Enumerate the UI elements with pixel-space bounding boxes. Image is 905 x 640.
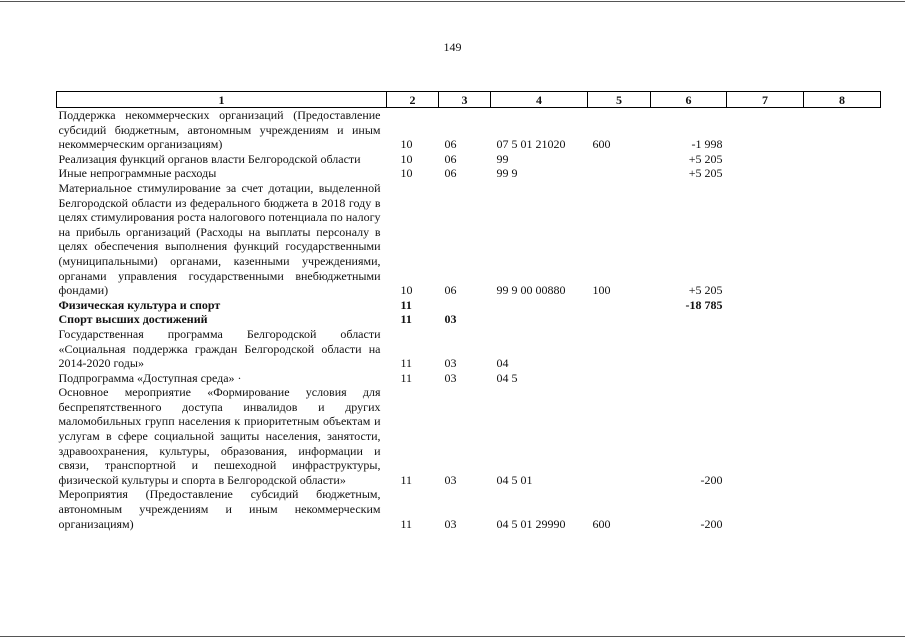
expense-type-code: 600 bbox=[592, 137, 611, 152]
target-article-code: 04 5 01 29990 bbox=[496, 516, 566, 531]
column-header-7: 7 bbox=[727, 92, 804, 108]
column-header-8: 8 bbox=[804, 92, 881, 108]
section-code: 11 bbox=[400, 297, 412, 312]
col-7-value bbox=[727, 166, 804, 181]
row-name: Поддержка некоммерческих организаций (Предоставление субсидий бюджетным, автономным учреждениям и иным некоммерческим организациям) bbox=[58, 108, 381, 152]
row-name: Спорт высших достижений bbox=[58, 312, 208, 327]
row-name: Материальное стимулирование за счет дотации, выделенной Белгородской области из федерального бюджета в 2018 году в целях стимулирования роста налогового потенциала по налогу на прибыль организаций (Расходы на выплаты персоналу в целях обеспечения выполнения функций государственными (муниципальными) органами, казенными учреждениями, органами управления государственными внебюджетными фондами) bbox=[58, 180, 381, 298]
target-article-code bbox=[491, 298, 588, 313]
expense-type-code bbox=[588, 166, 651, 181]
target-article-code bbox=[491, 312, 588, 327]
table-row bbox=[57, 385, 881, 487]
expense-type-code bbox=[588, 312, 651, 327]
section-code: 11 bbox=[400, 312, 412, 327]
row-name: Иные непрограммные расходы bbox=[58, 166, 217, 181]
col-7-value bbox=[727, 152, 804, 167]
col-8-value bbox=[804, 152, 881, 167]
subsection-code: 03 bbox=[444, 370, 457, 385]
column-header-6: 6 bbox=[651, 92, 727, 108]
expense-type-code: 100 bbox=[592, 283, 611, 298]
amount-change bbox=[651, 312, 727, 327]
subsection-code: 06 bbox=[444, 151, 457, 166]
table-row bbox=[57, 371, 881, 386]
expense-type-code bbox=[588, 152, 651, 167]
col-8-value bbox=[804, 166, 881, 181]
col-8-value bbox=[804, 327, 881, 371]
table-row bbox=[57, 166, 881, 181]
top-page-edge bbox=[0, 1, 905, 2]
section-code: 11 bbox=[400, 356, 413, 371]
amount-change bbox=[651, 327, 727, 371]
table-header bbox=[57, 92, 881, 108]
subsection-code: 06 bbox=[444, 166, 457, 181]
col-8-value bbox=[804, 371, 881, 386]
amount-change: -200 bbox=[700, 516, 723, 531]
subsection-code: 06 bbox=[444, 137, 457, 152]
col-8-value bbox=[804, 108, 881, 152]
col-7-value bbox=[727, 298, 804, 313]
column-header-4: 4 bbox=[491, 92, 588, 108]
target-article-code: 04 5 01 bbox=[496, 472, 533, 487]
amount-change: -1 998 bbox=[691, 137, 723, 152]
subsection-code: 03 bbox=[444, 312, 457, 327]
expense-type-code bbox=[588, 371, 651, 386]
target-article-code: 04 5 bbox=[496, 370, 518, 385]
amount-change: +5 205 bbox=[688, 166, 723, 181]
target-article-code: 07 5 01 21020 bbox=[496, 137, 566, 152]
amount-change: +5 205 bbox=[688, 283, 723, 298]
col-7-value bbox=[727, 327, 804, 371]
subsection-code: 03 bbox=[444, 516, 457, 531]
subsection-code: 06 bbox=[444, 283, 457, 298]
section-code: 10 bbox=[400, 166, 413, 181]
expense-type-code bbox=[588, 385, 651, 487]
table-row bbox=[57, 152, 881, 167]
row-name: Основное мероприятие «Формирование условия для беспрепятственного доступа инвалидов и других маломобильных групп населения к приоритетным объектам и услугам в сфере социальной защиты населения, занятости, здравоохранения, культуры, образования, информации и связи, транспортной и пешеходной инфраструктуры, физической культуры и спорта в Белгородской области» bbox=[58, 385, 381, 487]
target-article-code: 99 bbox=[496, 151, 509, 166]
table-row bbox=[57, 327, 881, 371]
section-code: 10 bbox=[400, 137, 413, 152]
column-header-2: 2 bbox=[387, 92, 439, 108]
table-row bbox=[57, 181, 881, 298]
col-7-value bbox=[727, 385, 804, 487]
row-name: Мероприятия (Предоставление субсидий бюджетным, автономным учреждениям и иным некоммерческим организациям) bbox=[58, 487, 381, 531]
table-body bbox=[57, 108, 881, 532]
col-7-value bbox=[727, 312, 804, 327]
budget-table bbox=[56, 91, 881, 531]
target-article-code: 99 9 00 00880 bbox=[496, 283, 566, 298]
column-header-5: 5 bbox=[588, 92, 651, 108]
row-name: Государственная программа Белгородской области «Социальная поддержка граждан Белгородской области на 2014-2020 годы» bbox=[58, 326, 381, 371]
col-8-value bbox=[804, 385, 881, 487]
section-code: 11 bbox=[400, 516, 413, 531]
col-7-value bbox=[727, 371, 804, 386]
table-row bbox=[57, 312, 881, 327]
expense-type-code: 600 bbox=[592, 516, 611, 531]
col-8-value bbox=[804, 298, 881, 313]
section-code: 10 bbox=[400, 151, 413, 166]
subsection-code: 03 bbox=[444, 356, 457, 371]
table-row bbox=[57, 298, 881, 313]
col-7-value bbox=[727, 181, 804, 298]
section-code: 10 bbox=[400, 283, 413, 298]
section-code: 11 bbox=[400, 370, 413, 385]
amount-change: +5 205 bbox=[688, 151, 723, 166]
row-name: Физическая культура и спорт bbox=[58, 297, 221, 312]
target-article-code: 04 bbox=[496, 356, 509, 371]
row-name: Реализация функций органов власти Белгородской области bbox=[58, 151, 361, 166]
col-8-value bbox=[804, 181, 881, 298]
col-8-value bbox=[804, 312, 881, 327]
column-header-1: 1 bbox=[57, 92, 387, 108]
section-code: 11 bbox=[400, 472, 413, 487]
bottom-page-edge bbox=[0, 636, 905, 637]
col-7-value bbox=[727, 108, 804, 152]
expense-type-code bbox=[588, 327, 651, 371]
expense-type-code bbox=[588, 298, 651, 313]
row-name: Подпрограмма «Доступная среда» · bbox=[58, 370, 242, 385]
subsection-code bbox=[439, 298, 491, 313]
table-row bbox=[57, 487, 881, 531]
page-number: 149 bbox=[443, 40, 462, 54]
table-row bbox=[57, 108, 881, 152]
amount-change: -200 bbox=[700, 472, 723, 487]
header-row bbox=[57, 92, 881, 108]
target-article-code: 99 9 bbox=[496, 166, 518, 181]
amount-change: -18 785 bbox=[685, 297, 723, 312]
column-header-3: 3 bbox=[439, 92, 491, 108]
col-8-value bbox=[804, 487, 881, 531]
amount-change bbox=[651, 371, 727, 386]
col-7-value bbox=[727, 487, 804, 531]
subsection-code: 03 bbox=[444, 472, 457, 487]
